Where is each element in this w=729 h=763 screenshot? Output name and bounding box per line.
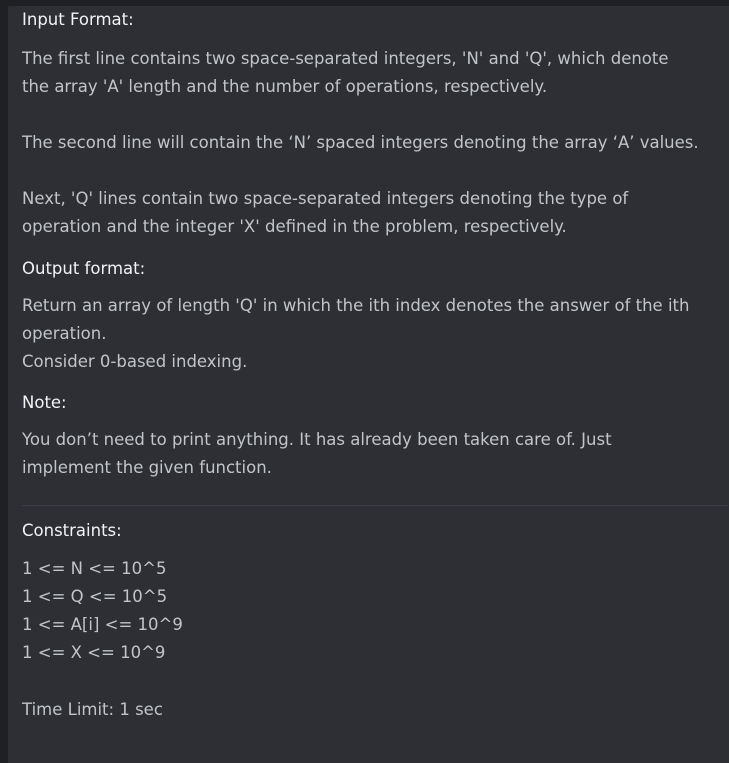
input-format-paragraph-2 (22, 129, 728, 157)
output-format-heading: Output format: (22, 259, 146, 278)
constraints-heading: Constraints: (22, 521, 122, 540)
section-divider (22, 505, 728, 506)
constraint-item: 1 <= X <= 10^9 (22, 643, 166, 662)
text-line: implement the given function. (22, 458, 272, 477)
input-format-paragraph-1 (22, 45, 728, 101)
problem-description-panel (8, 6, 729, 763)
time-limit (22, 696, 728, 724)
constraints-list (22, 555, 728, 667)
text-line: Next, 'Q' lines contain two space-separated integers denoting the type of (22, 189, 629, 208)
text-line: Consider 0-based indexing. (22, 352, 248, 371)
output-format-paragraph (22, 292, 728, 376)
input-format-paragraph-3 (22, 185, 728, 241)
text-line: The second line will contain the ‘N’ spaced integers denoting the array ‘A’ values. (22, 133, 699, 152)
constraint-item: 1 <= A[i] <= 10^9 (22, 615, 183, 634)
constraint-item: 1 <= Q <= 10^5 (22, 587, 168, 606)
text-line: the array 'A' length and the number of operations, respectively. (22, 77, 548, 96)
constraint-item: 1 <= N <= 10^5 (22, 559, 167, 578)
note-paragraph (22, 426, 728, 482)
text-line: You don’t need to print anything. It has already been taken care of. Just (22, 430, 612, 449)
note-heading: Note: (22, 393, 67, 412)
text-line: operation and the integer 'X' defined in the problem, respectively. (22, 217, 567, 236)
text-line: Return an array of length 'Q' in which the ith index denotes the answer of the ith (22, 296, 690, 315)
text-line: operation. (22, 324, 107, 343)
text-line: The first line contains two space-separated integers, 'N' and 'Q', which denote (22, 49, 669, 68)
input-format-heading: Input Format: (22, 10, 134, 29)
left-border (0, 0, 8, 763)
time-limit-text: Time Limit: 1 sec (22, 700, 163, 719)
